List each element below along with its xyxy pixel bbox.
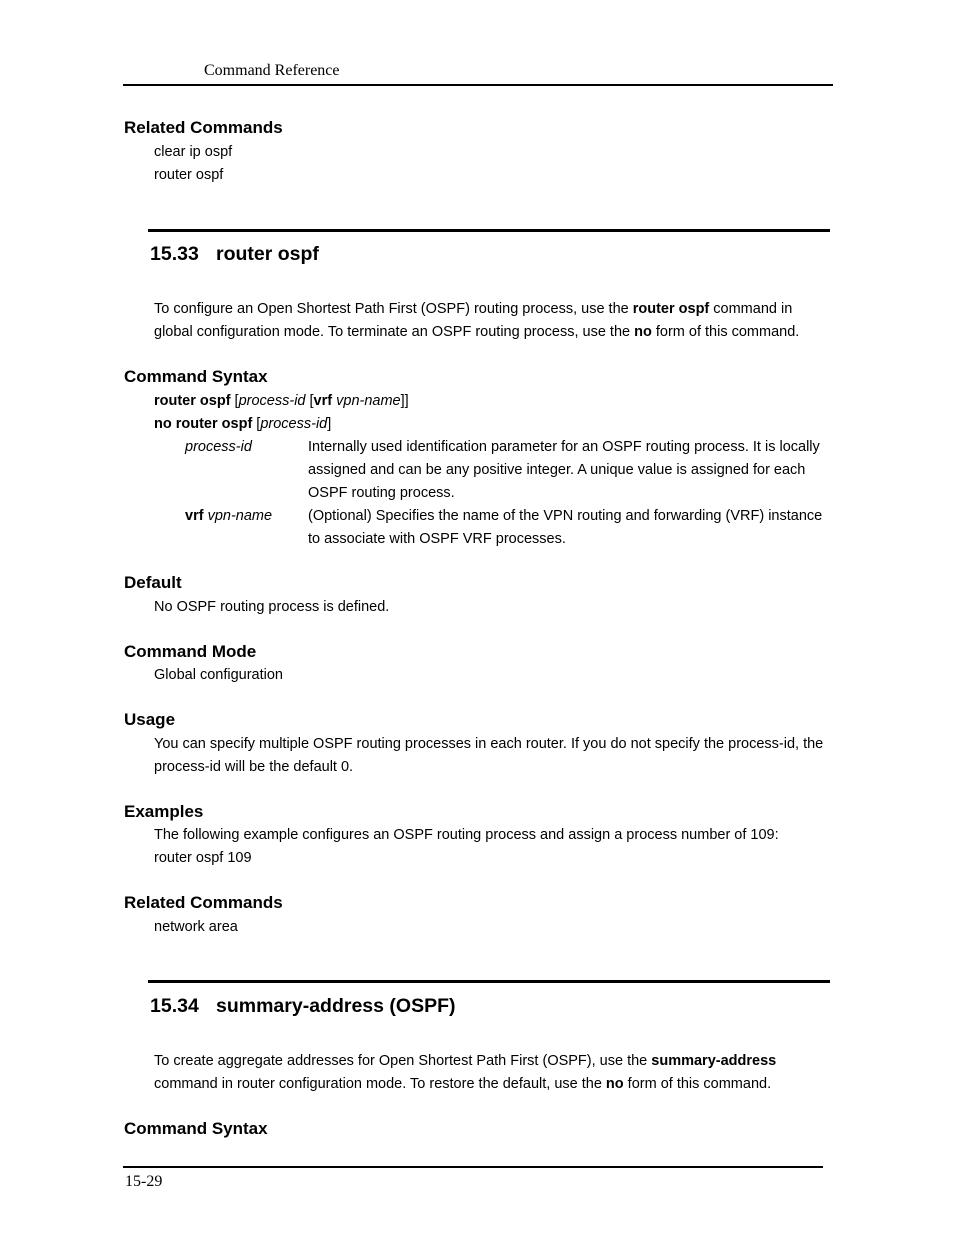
param-name: vrf vpn-name (185, 508, 273, 524)
section-title-text: summary-address (OSPF) (216, 995, 456, 1017)
section-intro: To create aggregate addresses for Open Shortest Path First (OSPF), use the summary-address command in router configuration mode. To restore the default, use the no form of this command. (154, 1053, 777, 1092)
related-command-item: clear ip ospf (154, 144, 233, 160)
section-number: 15.34 (150, 995, 199, 1017)
section-title (150, 243, 319, 266)
related-command-item: router ospf (154, 167, 224, 183)
related-command-item: network area (154, 919, 238, 935)
default-text: No OSPF routing process is defined. (154, 599, 390, 615)
param-name: process-id (185, 439, 252, 455)
param-description: (Optional) Specifies the name of the VPN routing and forwarding (VRF) instance to associate with OSPF VRF processes. (308, 508, 823, 547)
related-commands-heading: Related Commands (124, 118, 283, 137)
command-mode-heading: Command Mode (124, 642, 257, 661)
section-rule (148, 980, 830, 983)
section-title (150, 995, 456, 1018)
section-title-text: router ospf (216, 243, 319, 265)
syntax-line: router ospf [process-id [vrf vpn-name]] (154, 393, 409, 409)
section-rule (148, 229, 830, 232)
param-description: Internally used identification parameter for an OSPF routing process. It is locally assigned and can be any positive integer. A unique value is assigned for each OSPF routing process. (308, 439, 820, 501)
examples-heading: Examples (124, 802, 204, 821)
usage-text: You can specify multiple OSPF routing processes in each router. If you do not specify the process-id, the process-id will be the default 0. (154, 736, 824, 775)
command-syntax-heading: Command Syntax (124, 1119, 268, 1138)
default-heading: Default (124, 573, 182, 592)
related-commands-heading: Related Commands (124, 893, 283, 912)
running-header: Command Reference (204, 62, 340, 79)
example-code: router ospf 109 (154, 850, 252, 866)
page-number: 15-29 (125, 1173, 163, 1190)
command-mode-text: Global configuration (154, 667, 283, 683)
syntax-line: no router ospf [process-id] (154, 416, 332, 432)
header-rule (123, 84, 833, 86)
usage-heading: Usage (124, 710, 176, 729)
section-number: 15.33 (150, 243, 199, 265)
command-syntax-heading: Command Syntax (124, 367, 268, 386)
examples-text: The following example configures an OSPF routing process and assign a process number of 109: (154, 827, 779, 843)
footer-rule (123, 1166, 823, 1168)
section-intro: To configure an Open Shortest Path First (OSPF) routing process, use the router ospf command in global configuration mode. To terminate an OSPF routing process, use the no form of this command. (154, 301, 800, 340)
